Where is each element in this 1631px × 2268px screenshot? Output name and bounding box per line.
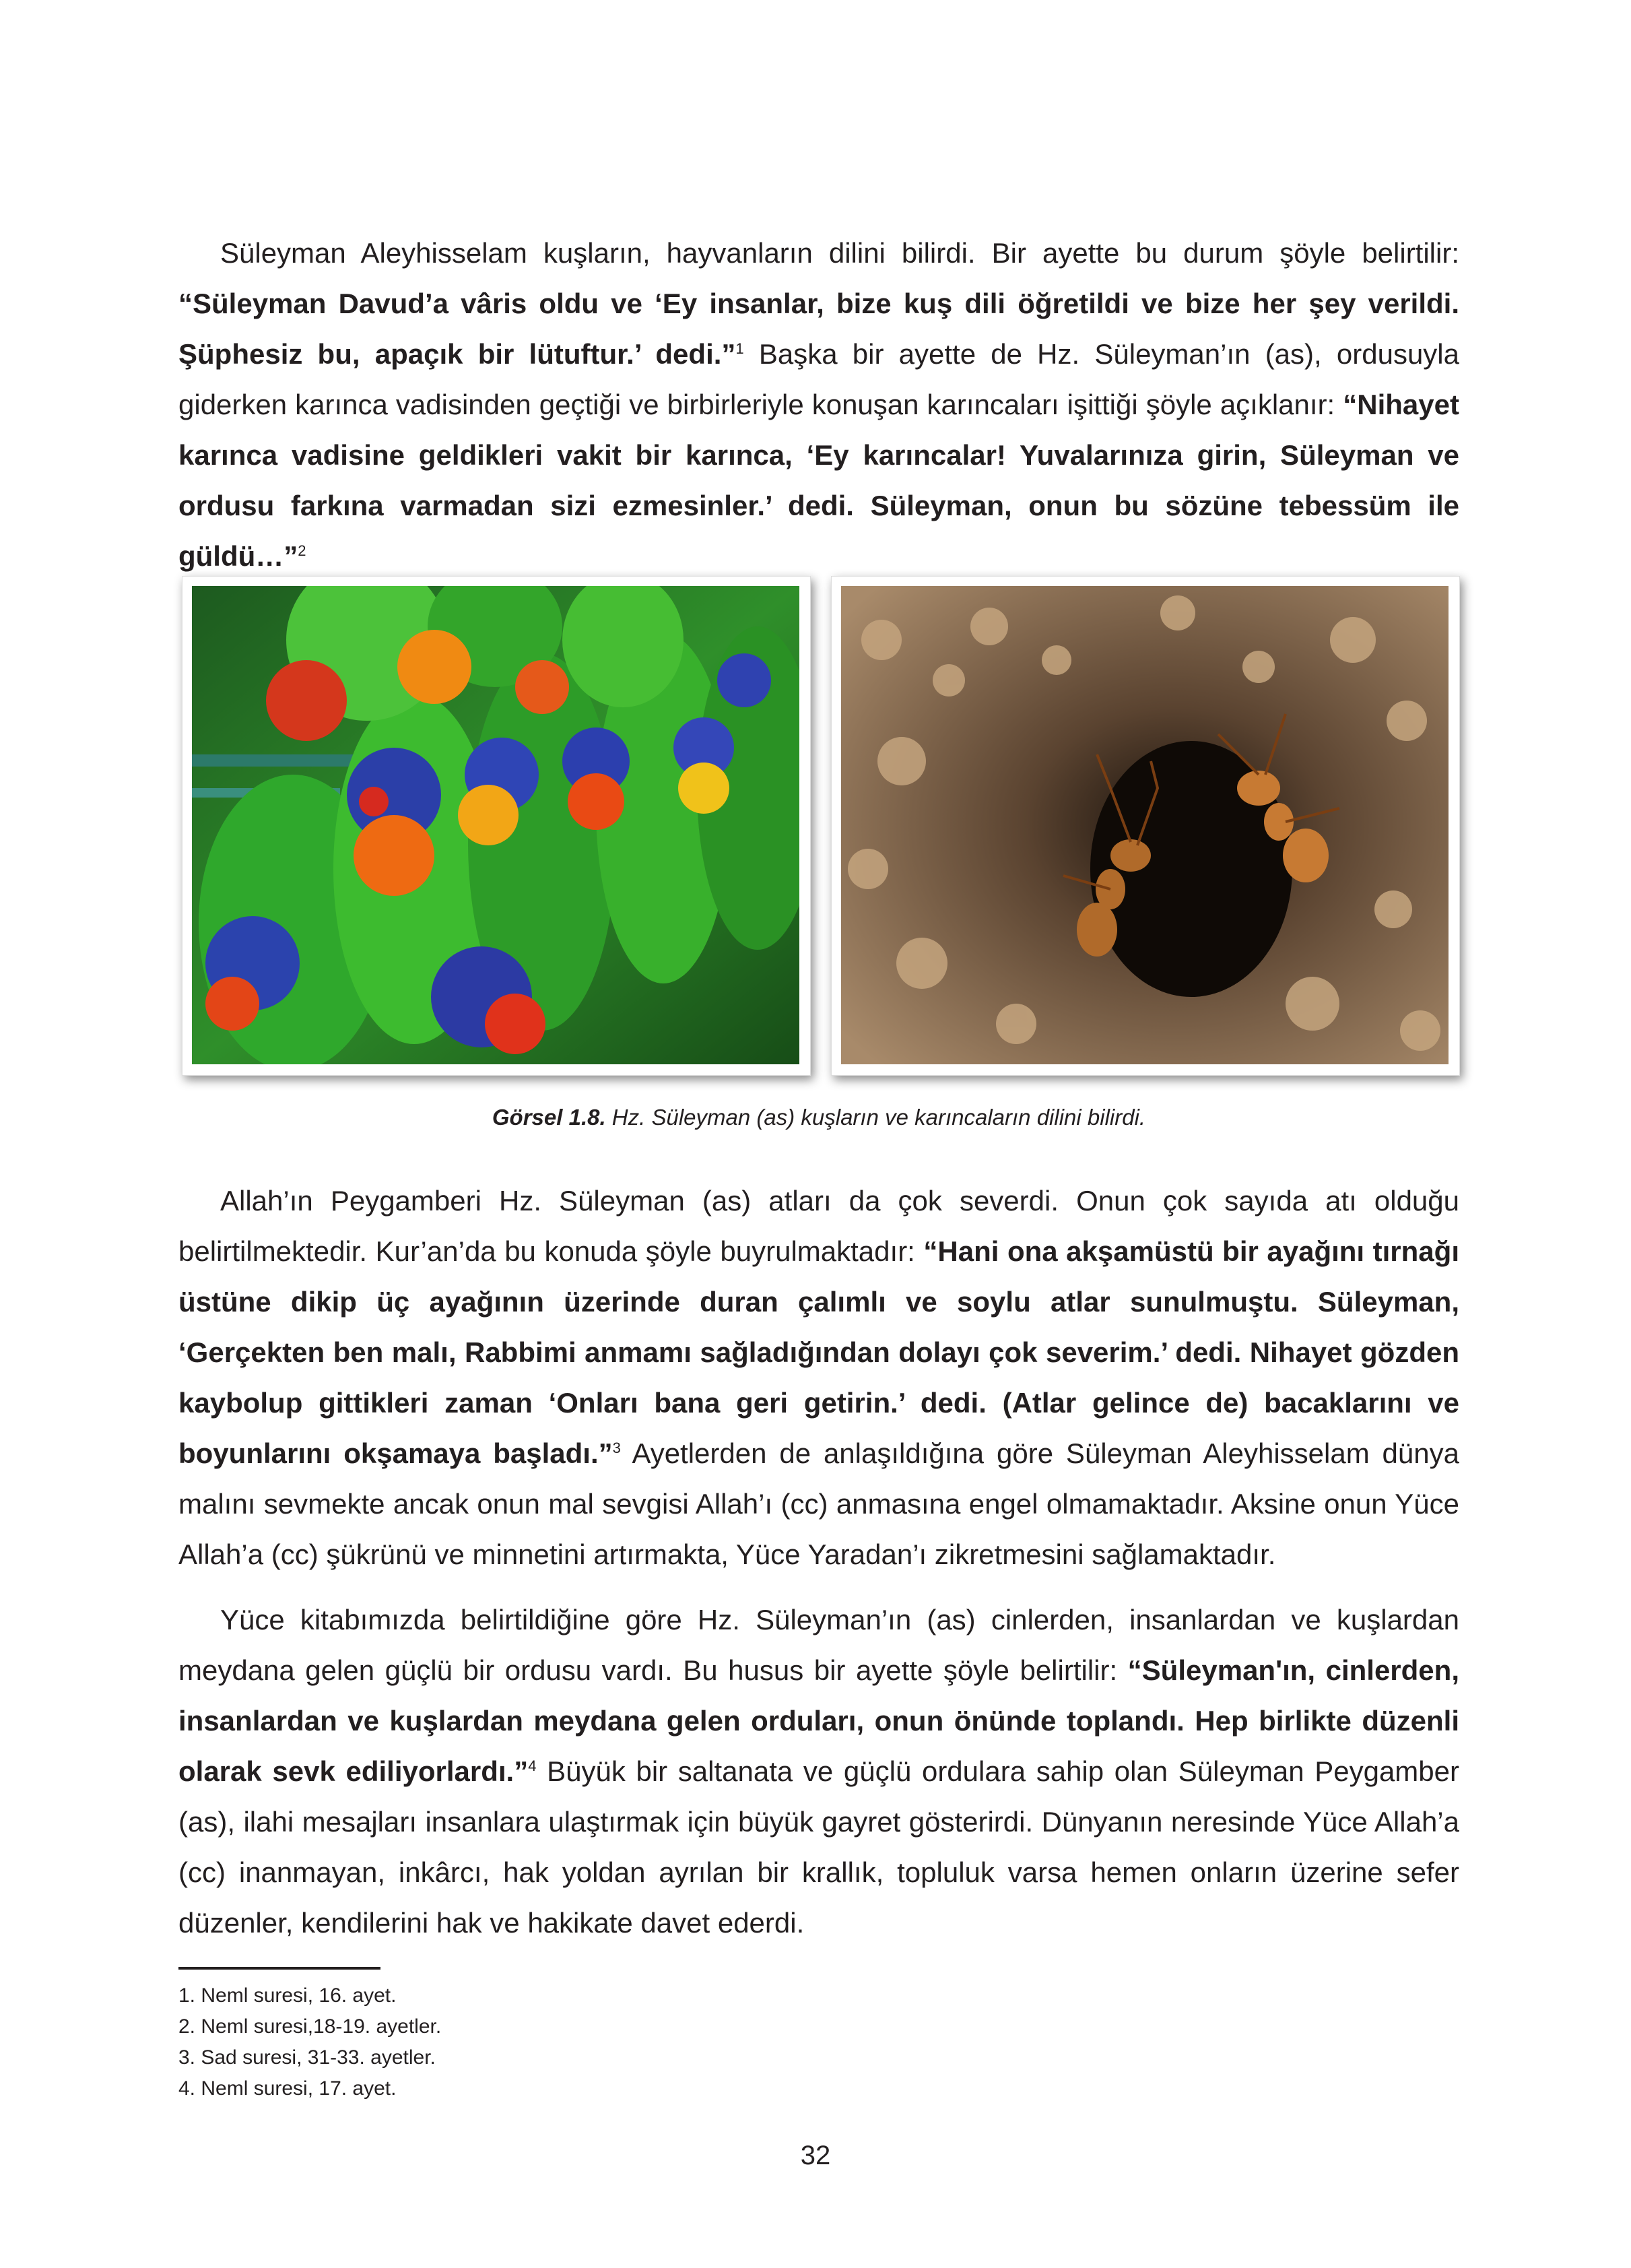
- parrots-image: [192, 586, 799, 1064]
- quote-text: “Süleyman Davud’a vâris oldu ve ‘Ey insanlar, bize kuş dili öğretildi ve bize her şey verildi. Şüphesiz bu, apaçık bir lütuftur.’ dedi.”: [178, 288, 1459, 370]
- footnote-2: 2. Neml suresi,18-19. ayetler.: [178, 2015, 442, 2038]
- footnote-3: 3. Sad suresi, 31-33. ayetler.: [178, 2046, 436, 2069]
- footnote-ref: 3: [612, 1439, 621, 1456]
- body-text: Ayetlerden de anlaşıldığına göre Süleyman Aleyhisselam dünya malını sevmekte ancak onun mal sevgisi Allah’ı (cc) anmasına engel olmamaktadır. Aksine onun Yüce Allah’a (cc) şükrünü ve minnetini artırmakta, Yüce Yaradan’ı zikretmesini sağlamaktadır.: [178, 1437, 1459, 1570]
- body-text: Yüce kitabımızda belirtildiğine göre Hz. Süleyman’ın (as) cinlerden, insanlardan ve kuşlardan meydana gelen güçlü bir ordusu vardı. Bu husus bir ayette şöyle belirtilir:: [178, 1604, 1459, 1686]
- footnote-ref: 4: [528, 1757, 537, 1774]
- paragraph-2: [178, 1175, 1459, 1580]
- figure-label: Görsel 1.8.: [492, 1105, 606, 1130]
- footnote-1: 1. Neml suresi, 16. ayet.: [178, 1984, 397, 2007]
- paragraph-3: [178, 1594, 1459, 1948]
- body-text: Allah’ın Peygamberi Hz. Süleyman (as) atları da çok severdi. Onun çok sayıda atı olduğu belirtilmektedir. Kur’an’da bu konuda şöyle buyrulmaktadır:: [178, 1185, 1459, 1267]
- quote-text: “Süleyman'ın, cinlerden, insanlardan ve kuşlardan meydana gelen orduları, onun önünde toplandı. Hep birlikte düzenli olarak sevk ediliyorlardı.”: [178, 1654, 1459, 1787]
- quote-text: “Hani ona akşamüstü bir ayağını tırnağı üstüne dikip üç ayağının üzerinde duran çalımlı ve soylu atlar sunulmuştu. Süleyman, ‘Gerçekten ben malı, Rabbimi anmamı sağladığından dolayı çok severim.’ dedi. Nihayet gözden kaybolup gittikleri zaman ‘Onları bana geri getirin.’ dedi. (Atlar gelince de) bacaklarını ve boyunlarını okşamaya başladı.”: [178, 1235, 1459, 1469]
- footnote-4: 4. Neml suresi, 17. ayet.: [178, 2077, 397, 2100]
- quote-text: “Nihayet karınca vadisine geldikleri vakit bir karınca, ‘Ey karıncalar! Yuvalarınıza girin, Süleyman ve ordusu farkına varmadan sizi ezmesinler.’ dedi. Süleyman, onun bu sözüne tebessüm ile güldü…”: [178, 389, 1459, 572]
- footnote-divider: [178, 1967, 380, 1970]
- body-text: Büyük bir saltanata ve güçlü ordulara sahip olan Süleyman Peygamber (as), ilahi mesajları insanlara ulaştırmak için büyük gayret gösterirdi. Dünyanın neresinde Yüce Allah’a (cc) inanmayan, inkârcı, hak yoldan ayrılan bir krallık, topluluk varsa hemen onların üzerine sefer düzenler, kendilerini hak ve hakikate davet ederdi.: [178, 1755, 1459, 1939]
- ants-photo: [831, 576, 1460, 1076]
- paragraph-1: [178, 228, 1459, 581]
- ants-image: [841, 586, 1449, 1064]
- body-text: Süleyman Aleyhisselam kuşların, hayvanların dilini bilirdi. Bir ayette bu durum şöyle belirtilir:: [220, 237, 1459, 269]
- footnotes-list: [178, 1980, 441, 2104]
- footnote-ref: 2: [298, 542, 306, 559]
- figure-caption: [178, 1105, 1459, 1130]
- body-text: Başka bir ayette de Hz. Süleyman’ın (as), ordusuyla giderken karınca vadisinden geçtiği ve birbirleriyle konuşan karıncaları işittiği şöyle açıklanır:: [178, 338, 1459, 420]
- figure-caption-text: Hz. Süleyman (as) kuşların ve karıncaların dilini bilirdi.: [605, 1105, 1146, 1130]
- parrots-photo: [182, 576, 811, 1076]
- footnote-ref: 1: [735, 340, 744, 357]
- page-number: 32: [800, 2141, 831, 2170]
